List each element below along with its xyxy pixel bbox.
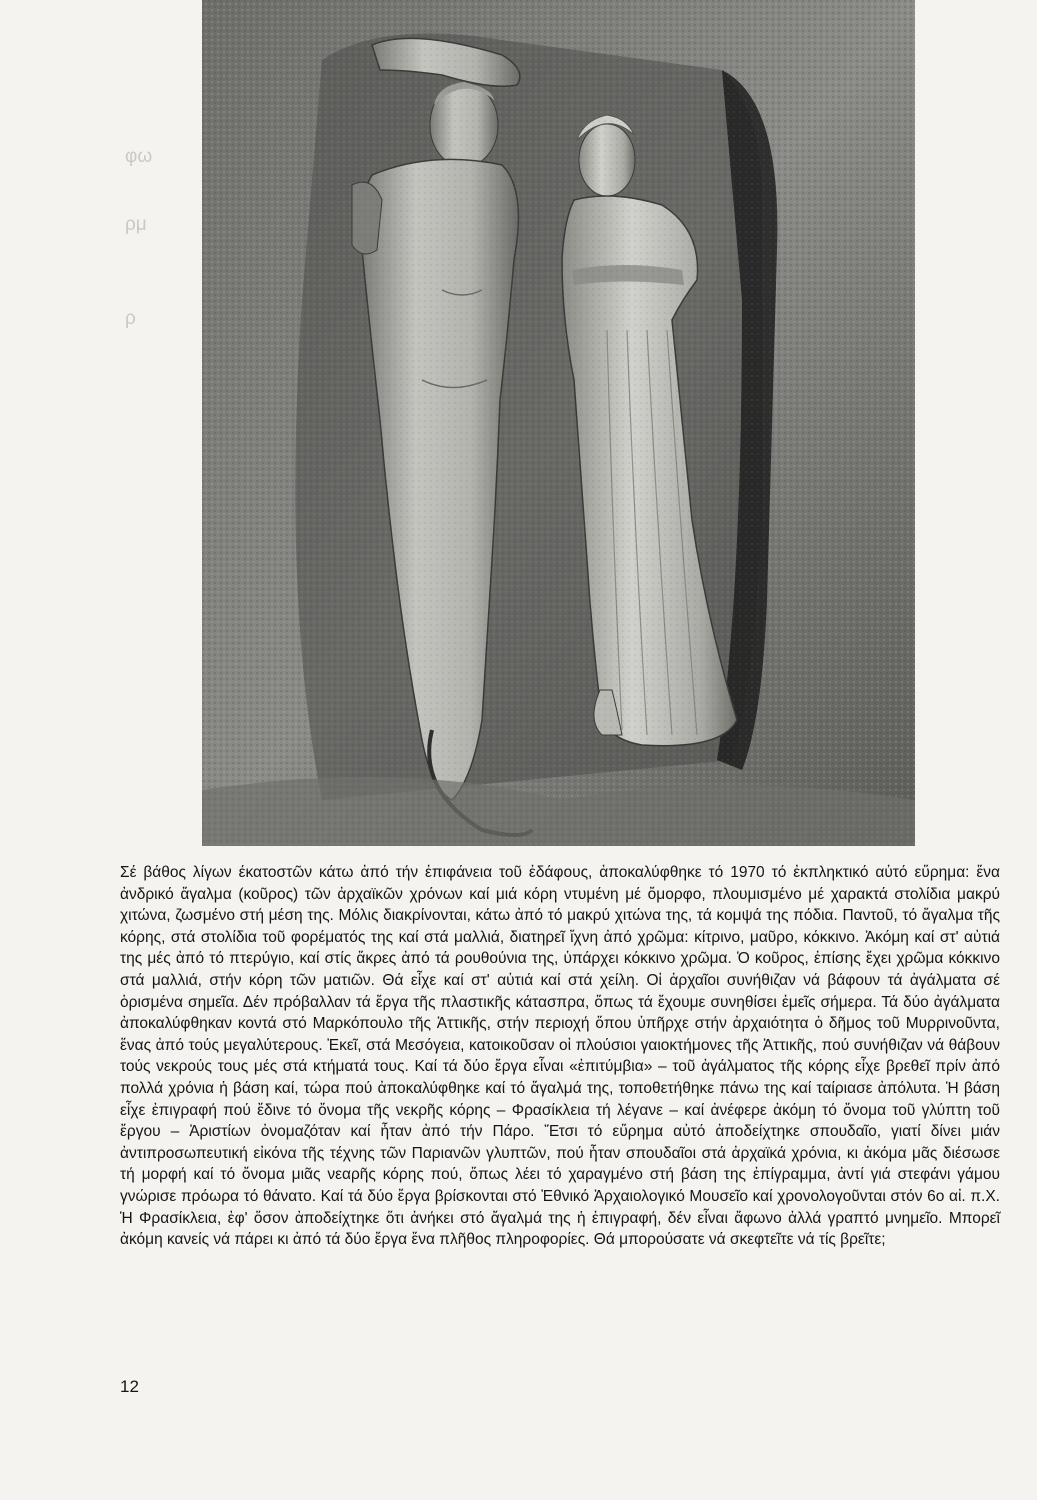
- bleed-line: ρ: [125, 308, 136, 329]
- page-number: 12: [120, 1377, 139, 1396]
- bleed-line: φω: [125, 146, 153, 167]
- caption-paragraph: Σέ βάθος λίγων έκατοστῶν κάτω ἀπό τήν ἐπιφάνεια τοῦ ἐδάφους, ἀποκαλύφθηκε τό 1970 τό ἐκπληκτικό αὐτό εὕρημα: ἕνα ἀνδρικό ἄγαλμα (κοῦρος) τῶν ἀρχαϊκῶν χρόνων καί μιά κόρη ντυμένη μέ ὄμορφο, πλουμισμένο μέ χαρακτά στολίδια μακρύ χιτώνα, ζωσμένο στή μέση της. Μόλις διακρίνονται, κάτω ἀπό τό μακρύ χιτώνα της, τά κομψά της πόδια. Παντοῦ, τό ἄγαλμα τῆς κόρης, στά στολίδια τοῦ φορέματός της καί στά μαλλιά, διατηρεῖ ἴχνη ἀπό χρῶμα: κίτρινο, μαῦρο, κόκκινο. Ἀκόμη καί στ' αὐτιά της μές ἀπό τό πτερύγιο, καί στίς ἄκρες ἀπό τά ρουθούνια της, ὑπάρχει κόκκινο χρῶμα. Ὁ κοῦρος, ἐπίσης ἔχει χρῶμα κόκκινο στά μαλλιά, στήν κόρη τῶν ματιῶν. Θά εἶχε καί στ' αὐτιά καί στά χείλη. Οἱ ἀρχαῖοι συνήθιζαν νά βάφουν τά ἀγάλματα σέ ὁρισμένα σημεῖα. Δέν πρόβαλλαν τά ἔργα τῆς πλαστικῆς κάτασπρα, ὅπως τά ἔχουμε συνηθίσει ἐμεῖς σήμερα. Τά δύο ἀγάλματα ἀποκαλύφθηκαν κοντά στό Μαρκόπουλο τῆς Ἀττικῆς, στήν περιοχή ὅπου ὑπῆρχε στήν ἀρχαιότητα ὁ δῆμος τοῦ Μυρρινοῦντα, ἕνας ἀπό τούς μεγαλύτερους. Ἐκεῖ, στά Μεσόγεια, κατοικοῦσαν οἱ πλούσιοι γαιοκτήμονες τῆς Ἀττικῆς, πού συνήθιζαν νά θάβουν τούς νεκρούς τους μές στά κτήματά τους. Καί τά δύο ἔργα εἶναι «ἐπιτύμβια» – τοῦ ἀγάλματος τῆς κόρης εἶχε βρεθεῖ πρίν ἀπό πολλά χρόνια ἡ βάση καί, τώρα πού ἀποκαλύφθηκε καί τό ἄγαλμά της, τοποθετήθηκε πάνω της καί ταίριασε ἀπόλυτα. Ἡ βάση εἶχε ἐπιγραφή πού ἔδινε τό ὄνομα τῆς νεκρῆς κόρης – Φρασίκλεια τή λέγανε – καί ἀνέφερε ἀκόμη τό ὄνομα τοῦ γλύπτη τοῦ ἔργου – Ἀριστίων ὀνομαζόταν καί ἦταν ἀπό τήν Πάρο. Ἔτσι τό εὕρημα αὐτό ἀποδείχτηκε σπουδαῖο, γιατί δίνει μιάν ἀντιπροσωπευτική εἰκόνα τῆς τέχνης τῶν Παριανῶν γλυπτῶν, πού ἦταν σπουδαῖοι στά ἀρχαϊκά χρόνια, κι ἀκόμα μᾶς διέσωσε τή μορφή καί τό ὄνομα μιᾶς νεαρῆς κόρης πού, ὅπως λέει τό χαραγμένο στή βάση της ἐπίγραμμα, ἀντί γιά στεφάνι γάμου γνώρισε πρόωρα τό θάνατο. Καί τά δύο ἔργα βρίσκονται στό Ἐθνικό Ἀρχαιολογικό Μουσεῖο καί χρονολογοῦνται στόν 6ο αἰ. π.Χ. Ἡ Φρασίκλεια, ἐφ' ὅσον ἀποδείχτηκε ὅτι ἀνήκει στό ἄγαλμά της ἡ ἐπιγραφή, δέν εἶναι ἄφωνο ἀλλά γραπτό μνημεῖο. Μπορεῖ ἀκόμη κανείς νά πάρει κι ἀπό τά δύο ἔργα ἕνα πλῆθος πληροφορίες. Θά μπορούσατε νά σκεφτεῖτε νά τίς βρεῖτε;: [120, 864, 1000, 1249]
- excavation-photo: [202, 0, 915, 846]
- bleed-line: ρμ: [125, 214, 147, 235]
